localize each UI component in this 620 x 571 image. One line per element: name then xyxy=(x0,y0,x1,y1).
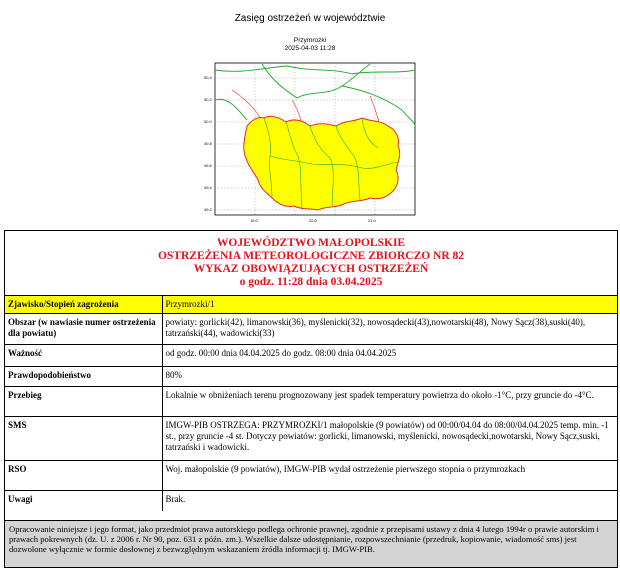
table-row xyxy=(5,461,617,491)
table-row xyxy=(5,367,617,387)
header-issue-time: o godz. 11:28 dnia 03.04.2025 xyxy=(239,276,383,288)
map-title-phenomenon: Przymrozki xyxy=(293,37,327,44)
row-label: Przebieg xyxy=(5,387,162,417)
copyright-notice: Opracowanie niniejsze i jego format, jako przedmiot prawa autorskiego podlega ochronie prawnej, zgodnie z przepisami ustawy z dnia 4 lutego 1994r o prawie autorskim i prawach pokrewnych (dz. U. z 2006 r. Nr 90, poz. 631 z późn. zm.). Wszelkie dalsze udostępnianie, rozpowszechnianie (przedruk, kopiowanie, wiadomość sms) jest dozwolone wyłącznie w formie dosłownej z bezwzględnym wskazaniem źródła informacji tj. IMGW-PIB. xyxy=(5,520,617,567)
row-value: Woj. małopolskie (9 powiatów), IMGW-PIB wydał ostrzeżenie pierwszego stopnia o przymrozkach xyxy=(162,461,617,491)
row-value: Lokalnie w obniżeniach terenu prognozowany jest spadek temperatury powietrza do około -1°C, przy gruncie do -4°C. xyxy=(162,387,617,417)
row-label: SMS xyxy=(5,417,162,461)
header-voivodeship: WOJEWÓDZTWO MAŁOPOLSKIE xyxy=(216,237,406,249)
table-row xyxy=(5,296,617,314)
y-tick: 49.2 xyxy=(204,207,212,212)
y-tick: 50.2 xyxy=(204,97,212,102)
row-label: Zjawisko/Stopień zagrożenia xyxy=(5,296,162,314)
row-value: powiaty: gorlicki(42), limanowski(36), myślenicki(32), nowosądecki(43),nowotarski(48), Nowy Sącz(38),suski(40), tatrzański(44), wadowicki(33) xyxy=(162,314,617,345)
table-row xyxy=(5,387,617,417)
header-warning-number: OSTRZEŻENIA METEOROLOGICZNE ZBIORCZO NR 82 xyxy=(157,250,465,262)
row-value: od godz. 00:00 dnia 04.04.2025 do godz. 08:00 dnia 04.04.2025 xyxy=(162,345,617,367)
y-tick: 49.4 xyxy=(204,185,212,190)
warning-map xyxy=(202,60,418,228)
row-label: Ważność xyxy=(5,345,162,367)
warning-table xyxy=(5,295,617,511)
table-row xyxy=(5,417,617,461)
page-title: Zasięg ostrzeżeń w województwie xyxy=(234,13,386,24)
row-value: Brak. xyxy=(162,491,617,511)
y-tick: 49.8 xyxy=(204,141,212,146)
x-tick: 21.0 xyxy=(368,218,376,223)
row-value: 80% xyxy=(162,367,617,387)
table-row xyxy=(5,345,617,367)
warning-header xyxy=(5,231,617,295)
row-label: Obszar (w nawiasie numer ostrzeżenia dla powiatu) xyxy=(5,314,162,345)
header-list-title: WYKAZ OBOWIĄZUJĄCYCH OSTRZEŻEŃ xyxy=(193,263,429,275)
table-row xyxy=(5,491,617,511)
row-label: Uwagi xyxy=(5,491,162,511)
warning-box xyxy=(4,230,618,568)
map-title xyxy=(0,37,620,53)
table-row xyxy=(5,314,617,345)
y-tick: 50.4 xyxy=(204,75,212,80)
row-label: Prawdopodobieństwo xyxy=(5,367,162,387)
x-tick: 19.0 xyxy=(250,218,258,223)
row-label: RSO xyxy=(5,461,162,491)
map-title-timestamp: 2025-04-03 11:28 xyxy=(284,45,336,52)
row-value: IMGW-PIB OSTRZEGA: PRZYMROZKI/1 małopolskie (9 powiatów) od 00:00/04.04 do 08:00/04.04.2025 temp. min. -1 st., przy gruncie -4 st. Dotyczy powiatów: gorlicki, limanowski, myślenicki, nowosądecki,nowotarski, Nowy Sącz,suski, tatrzański i wadowicki. xyxy=(162,417,617,461)
row-value: Przymrozki/1 xyxy=(162,296,617,314)
y-tick: 50.0 xyxy=(204,119,212,124)
x-tick: 20.0 xyxy=(309,218,317,223)
y-tick: 49.6 xyxy=(204,163,212,168)
